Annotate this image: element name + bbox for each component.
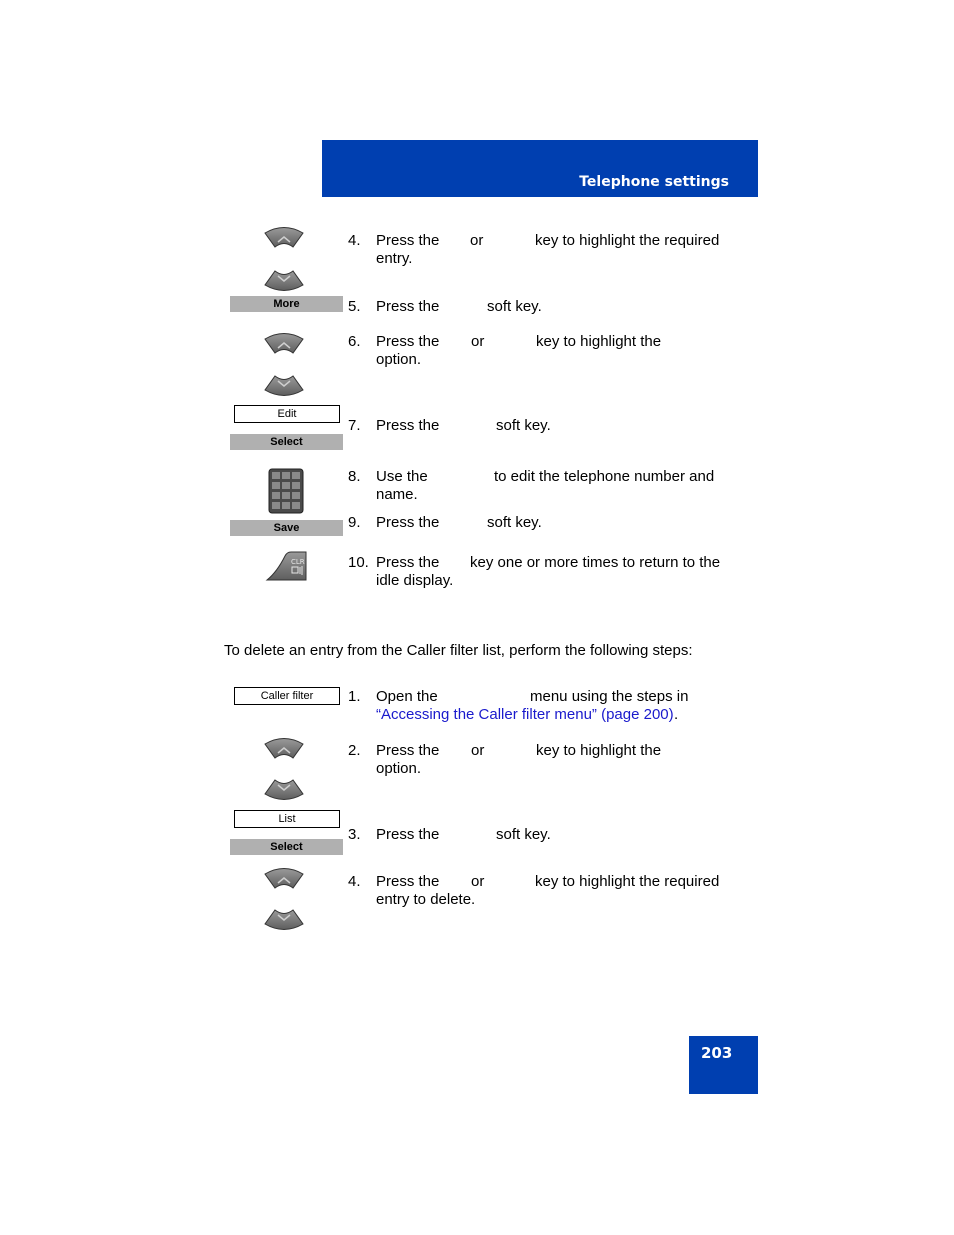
step-text: Press the — [376, 873, 440, 890]
nav-up-icon — [263, 224, 305, 254]
select-softkey[interactable]: Select — [230, 434, 343, 450]
step-text: Press the — [376, 298, 440, 315]
step-text: entry to delete. — [376, 891, 476, 908]
step-text: . — [674, 706, 679, 723]
edit-menu-option[interactable]: Edit — [234, 405, 340, 423]
step-number: 10. — [348, 554, 369, 571]
step-text: key to highlight the — [536, 333, 662, 350]
caller-filter-menu-option[interactable]: Caller filter — [234, 687, 340, 705]
nav-up-icon — [263, 330, 305, 360]
clear-key-icon — [265, 550, 309, 582]
page-number-box — [689, 1036, 758, 1094]
step-text: or — [471, 333, 485, 350]
step-text: key to highlight the required — [535, 873, 720, 890]
step-text: or — [471, 873, 485, 890]
step-number: 3. — [348, 826, 361, 843]
step-text: soft key. — [487, 298, 542, 315]
step-text: idle display. — [376, 572, 454, 589]
step-text: Open the — [376, 688, 438, 705]
step-text: or — [470, 232, 484, 249]
step-text: soft key. — [487, 514, 542, 531]
select-softkey[interactable]: Select — [230, 839, 343, 855]
step-text: menu using the steps in — [530, 688, 689, 705]
nav-up-icon — [263, 735, 305, 765]
step-number: 4. — [348, 232, 361, 249]
page-number: 203 — [701, 1044, 733, 1062]
step-text: or — [471, 742, 485, 759]
step-text: soft key. — [496, 826, 551, 843]
step-text: option. — [376, 351, 422, 368]
nav-down-icon — [263, 773, 305, 803]
step-text: soft key. — [496, 417, 551, 434]
header-title: Telephone settings — [579, 174, 729, 190]
header-bar — [322, 140, 758, 197]
nav-down-icon — [263, 264, 305, 294]
save-softkey[interactable]: Save — [230, 520, 343, 536]
step-text: Press the — [376, 232, 440, 249]
step-text: to edit the telephone number and — [494, 468, 715, 485]
nav-down-icon — [263, 369, 305, 399]
step-text: Use the — [376, 468, 428, 485]
step-number: 7. — [348, 417, 361, 434]
step-text: key to highlight the required — [535, 232, 720, 249]
step-number: 5. — [348, 298, 361, 315]
step-number: 6. — [348, 333, 361, 350]
step-text: entry. — [376, 250, 413, 267]
clear-key-label: CLR — [291, 558, 305, 566]
step-text: Press the — [376, 417, 440, 434]
more-softkey[interactable]: More — [230, 296, 343, 312]
section-intro: To delete an entry from the Caller filter list, perform the following steps: — [224, 642, 693, 659]
keypad-icon — [268, 468, 304, 514]
step-text: option. — [376, 760, 422, 777]
nav-down-icon — [263, 903, 305, 933]
step-number: 8. — [348, 468, 361, 485]
step-text: Press the — [376, 333, 440, 350]
step-number: 1. — [348, 688, 361, 705]
step-text: Press the — [376, 742, 440, 759]
step-text: key to highlight the — [536, 742, 662, 759]
step-text: name. — [376, 486, 418, 503]
step-text: key one or more times to return to the — [470, 554, 721, 571]
list-menu-option[interactable]: List — [234, 810, 340, 828]
step-text: Press the — [376, 554, 440, 571]
step-number: 4. — [348, 873, 361, 890]
nav-up-icon — [263, 865, 305, 895]
step-number: 2. — [348, 742, 361, 759]
step-text: Press the — [376, 826, 440, 843]
cross-reference-link[interactable]: “Accessing the Caller filter menu” (page 200) — [376, 706, 674, 723]
step-number: 9. — [348, 514, 361, 531]
step-text: Press the — [376, 514, 440, 531]
